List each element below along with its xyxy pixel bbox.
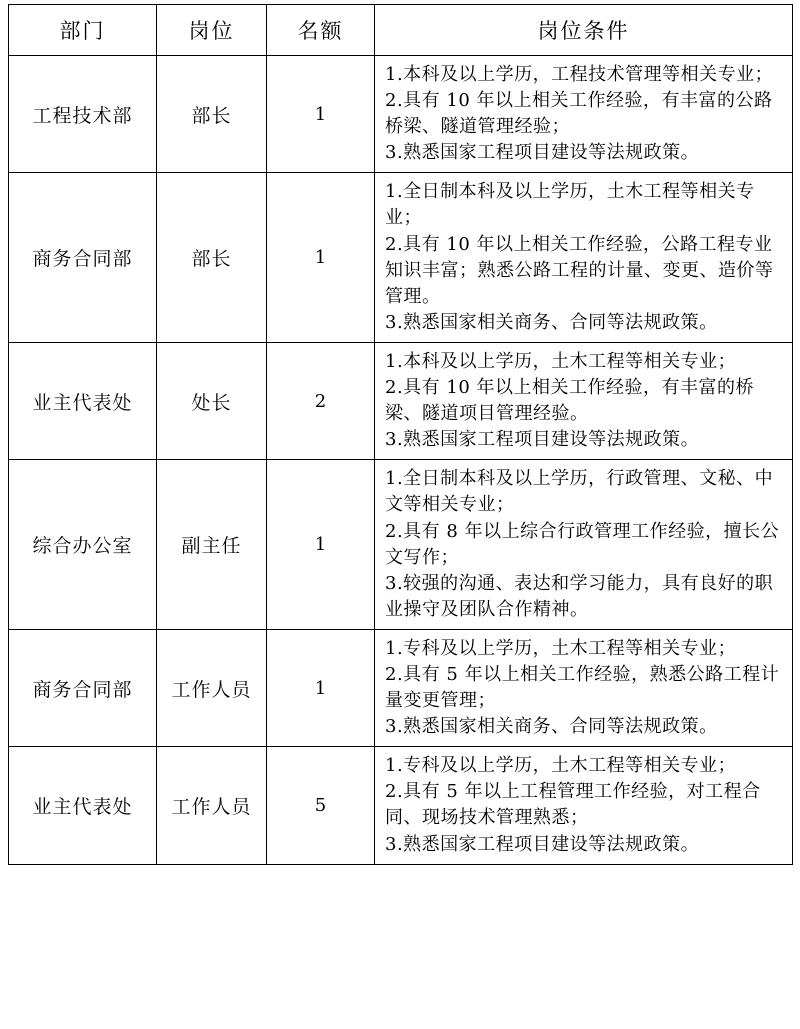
cell-position: 部长 [157, 56, 267, 173]
cell-department: 工程技术部 [9, 56, 157, 173]
column-header-position: 岗位 [157, 5, 267, 56]
requirement-line: 1.本科及以上学历，工程技术管理等相关专业； [385, 64, 774, 85]
requirement-line: 3.熟悉国家工程项目建设等法规政策。 [385, 429, 700, 451]
cell-department: 业主代表处 [9, 747, 157, 864]
requirement-line: 3.较强的沟通、表达和学习能力，具有良好的职业操守及团队合作精神。 [385, 572, 774, 620]
table-row [9, 460, 793, 630]
cell-requirements [375, 747, 793, 864]
requirement-line: 1.专科及以上学历，土木工程等相关专业； [385, 755, 737, 777]
table-row [9, 173, 793, 343]
column-header-department: 部门 [9, 5, 157, 56]
requirement-line: 3.熟悉国家相关商务、合同等法规政策。 [385, 716, 718, 738]
requirement-line: 1.专科及以上学历，土木工程等相关专业； [385, 637, 737, 659]
table-row [9, 747, 793, 864]
requirement-line: 3.熟悉国家工程项目建设等法规政策。 [385, 833, 700, 855]
cell-quota: 1 [267, 56, 375, 173]
cell-position: 处长 [157, 342, 267, 459]
requirement-line: 2.具有 10 年以上相关工作经验，有丰富的桥梁、隧道项目管理经验。 [385, 377, 755, 425]
requirement-line: 2.具有 10 年以上相关工作经验，公路工程专业知识丰富；熟悉公路工程的计量、变更、造价等管理。 [385, 233, 774, 307]
requirement-line: 3.熟悉国家相关商务、合同等法规政策。 [385, 311, 718, 333]
requirement-line: 1.本科及以上学历，土木工程等相关专业； [385, 350, 737, 372]
cell-department: 商务合同部 [9, 629, 157, 746]
requirement-line: 3.熟悉国家工程项目建设等法规政策。 [385, 142, 700, 164]
requirement-line: 2.具有 8 年以上综合行政管理工作经验，擅长公文写作； [385, 520, 780, 568]
cell-requirements [375, 629, 793, 746]
cell-requirements [375, 56, 793, 173]
cell-quota: 1 [267, 173, 375, 343]
cell-department: 综合办公室 [9, 460, 157, 630]
cell-position: 副主任 [157, 460, 267, 630]
requirement-line: 2.具有 5 年以上相关工作经验，熟悉公路工程计量变更管理； [385, 663, 780, 712]
table-body [9, 56, 793, 865]
cell-position: 工作人员 [157, 629, 267, 746]
cell-quota: 2 [267, 342, 375, 459]
cell-requirements [375, 173, 793, 343]
recruitment-table [8, 4, 793, 865]
cell-requirements [375, 460, 793, 630]
cell-quota: 1 [267, 629, 375, 746]
table-row [9, 342, 793, 459]
cell-quota: 5 [267, 747, 375, 864]
table-row [9, 56, 793, 173]
column-header-requirements: 岗位条件 [375, 5, 793, 56]
requirement-line: 2.具有 5 年以上工程管理工作经验，对工程合同、现场技术管理熟悉； [385, 781, 761, 829]
requirement-line: 2.具有 10 年以上相关工作经验，有丰富的公路桥梁、隧道管理经验； [385, 90, 773, 138]
cell-department: 业主代表处 [9, 342, 157, 459]
column-header-quota: 名额 [267, 5, 375, 56]
table-header [9, 5, 793, 56]
requirement-line: 1.全日制本科及以上学历，行政管理、文秘、中文等相关专业； [385, 468, 774, 516]
table-row [9, 629, 793, 746]
table-header-row [9, 5, 793, 56]
cell-department: 商务合同部 [9, 173, 157, 343]
requirement-line: 1.全日制本科及以上学历，土木工程等相关专业； [385, 181, 755, 229]
cell-quota: 1 [267, 460, 375, 630]
cell-position: 部长 [157, 173, 267, 343]
cell-requirements [375, 342, 793, 459]
cell-position: 工作人员 [157, 747, 267, 864]
